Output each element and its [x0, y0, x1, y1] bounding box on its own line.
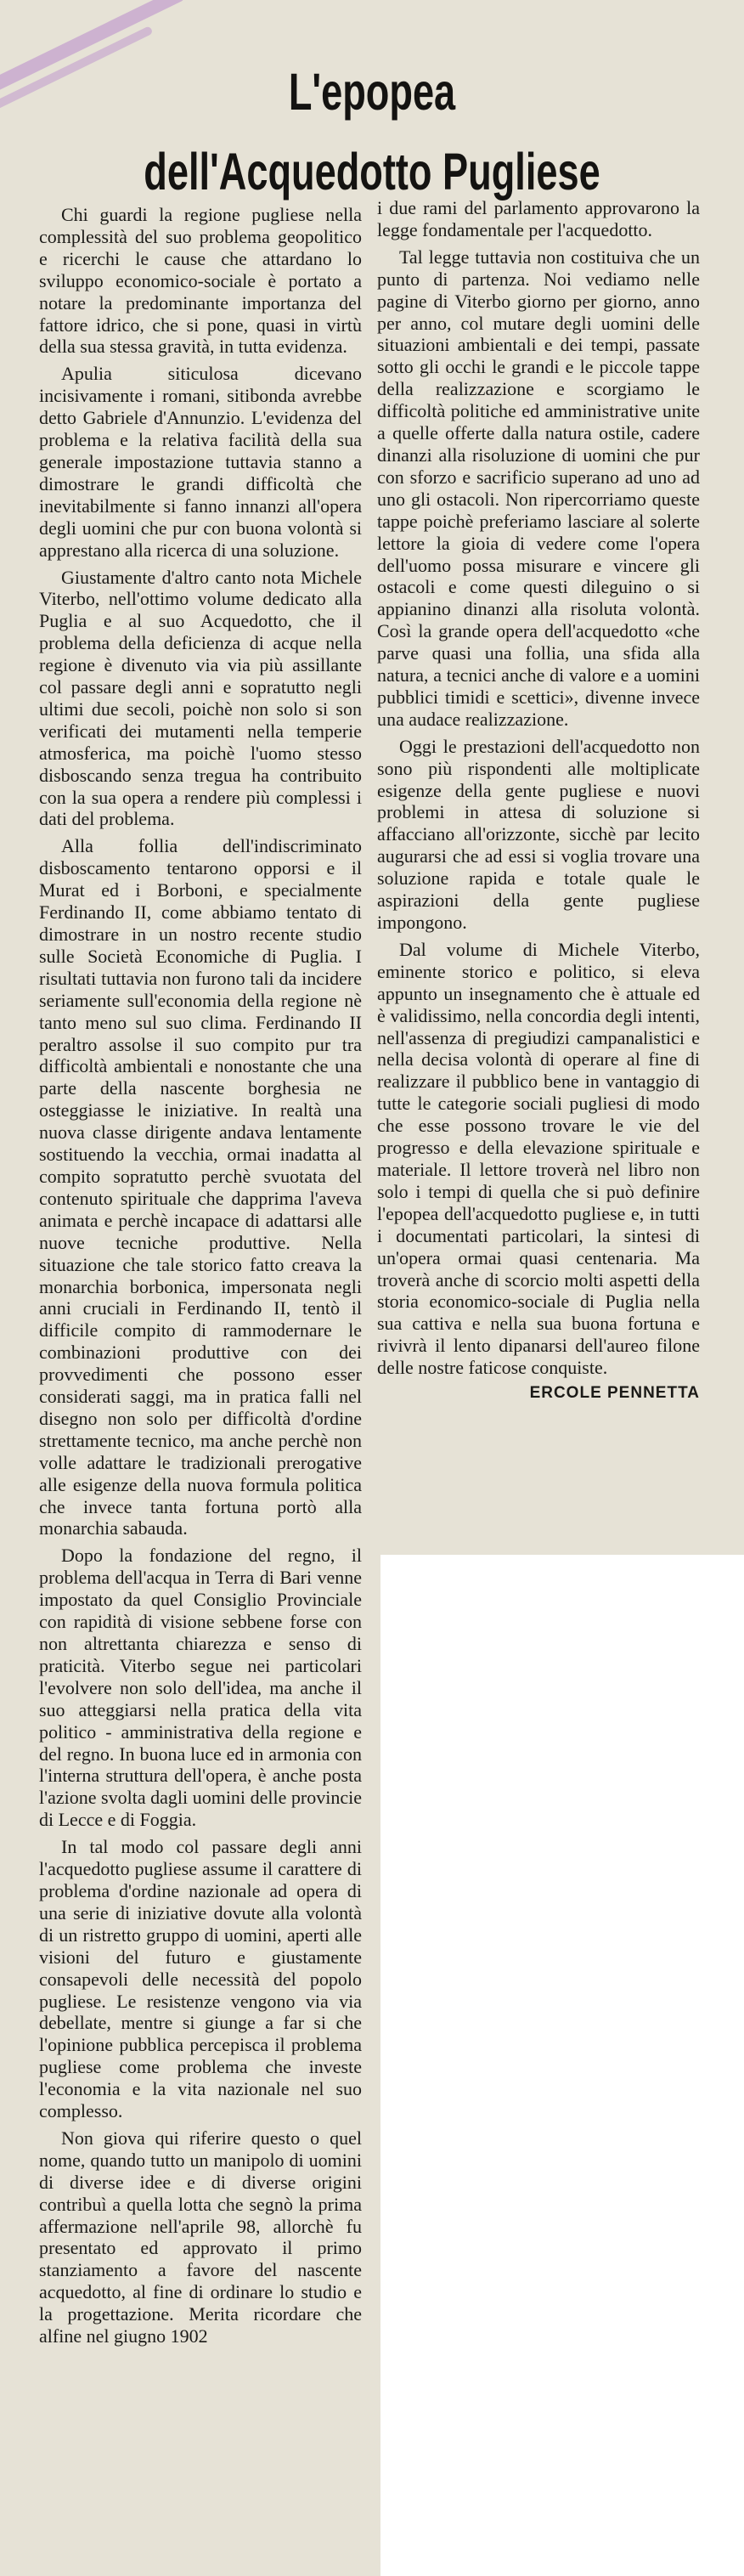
paragraph: In tal modo col passare degli anni l'acquedotto pugliese assume il carattere di problema d'ordine nazionale ad opera di una serie di iniziative dovute alla volontà di un ristretto gruppo di uomini, aperti alle visioni del futuro e giustamente consapevoli delle necessità del popolo pugliese. Le resistenze vengono via via debellate, mentre si giunge a far si che l'opinione pubblica percepisca il problema pugliese come problema che investe l'economia e la vita nazionale nel suo complesso.: [39, 1836, 362, 2122]
headline-line-2: dell'Acquedotto Pugliese: [144, 142, 600, 201]
paragraph: Oggi le prestazioni dell'acquedotto non sono più rispondenti alle moltiplicate esigenze della gente pugliese e nuovi problemi in attesa di soluzione si affacciano all'orizzonte, sicchè par lecito augurarsi che ad essi si voglia trovare una soluzione rapida e totale quale le aspirazioni della gente pugliese impongono.: [377, 735, 700, 933]
article-headline: [97, 52, 647, 212]
paragraph: Chi guardi la regione pugliese nella complessità del suo problema geopolitico e ricerchi le cause che attardano lo sviluppo economico-sociale è portato a notare la predominante importanza del fattore idrico, che si pone, quasi in virtù della sua stessa gravità, in tutta evidenza.: [39, 204, 362, 358]
headline-line-1: L'epopea: [288, 62, 456, 121]
paragraph: Apulia siticulosa dicevano incisivamente i romani, sitibonda avrebbe detto Gabriele d'Annunzio. L'evidenza del problema e la relativa facilità della sua generale impostazione tuttavia stanno a dimostrare le grandi difficoltà che inevitabilmente si fanno innanzi all'opera degli uomini che pur con buona volontà si apprestano alla ricerca di una soluzione.: [39, 363, 362, 561]
article-column-right: [377, 197, 700, 1404]
paragraph: Giustamente d'altro canto nota Michele Viterbo, nell'ottimo volume dedicato alla Puglia e al suo Acquedotto, che il problema della deficienza di acque nella regione è divenuto via via più assillante col passare degli anni e sopratutto negli ultimi due secoli, poichè non solo si son verificati dei mutamenti nella temperie atmosferica, ma poichè l'uomo stesso disboscando senza tregua ha contribuito con la sua opera a rendere più complessi i dati del problema.: [39, 566, 362, 830]
paragraph: Non giova qui riferire questo o quel nome, quando tutto un manipolo di uomini di diverse idee e di diverse origini contribuì a quella lotta che segnò la prima affermazione nell'aprile 98, allorchè fu presentato ed approvato il primo stanziamento a favore del nascente acquedotto, al fine di ordinare lo studio e la progettazione. Merita ricordare che alfine nel giugno 1902: [39, 2127, 362, 2347]
article-column-left: [39, 204, 362, 2347]
author-signature: ERCOLE PENNETTA: [529, 1384, 700, 1403]
paragraph: i due rami del parlamento approvarono la legge fondamentale per l'acquedotto.: [377, 197, 700, 240]
paragraph: Tal legge tuttavia non costituiva che un punto di partenza. Noi vediamo nelle pagine di Viterbo giorno per giorno, anno per anno, col mutare degli uomini delle situazioni ambientali e dei tempi, passate sotto gli occhi le grandi e le piccole tappe della realizzazione e scorgiamo le difficoltà politiche ed amministrative unite a quelle offerte dalla natura ostile, cadere dinanzi alla risoluzione di uomini che pur con sforzo e sacrificio superano ad uno ad uno gli ostacoli. Non ripercorriamo queste tappe poichè preferiamo lasciare al solerte lettore la gioia di vedere come l'opera dell'uomo possa misurare e vincere gli ostacoli e come questi dileguino o si appianino dinanzi alla risoluta volontà. Così la grande opera dell'acquedotto «che parve quasi una follia, una sfida alla natura, a tecnici anche di valore e a uomini pubblici timidi e scettici», divenne invece una audace realizzazione.: [377, 246, 700, 730]
paragraph: Dopo la fondazione del regno, il problema dell'acqua in Terra di Bari venne impostato da quel Consiglio Provinciale con rapidità di visione sebbene forse con non altrettanta chiarezza e senso di praticità. Viterbo segue nei particolari l'evolvere non solo dell'idea, ma anche il suo atteggiarsi nella pratica della vita politico - amministrativa della regione e del regno. In buona luce ed in armonia con l'interna struttura dell'opera, è anche posta l'azione svolta dagli uomini delle provincie di Lecce e di Foggia.: [39, 1545, 362, 1831]
paragraph: Dal volume di Michele Viterbo, eminente storico e politico, si eleva appunto un insegnamento che è attuale ed è validissimo, nella concordia degli intenti, nell'assenza di pregiudizi campanalistici e nella decisa volontà di operare al fine di realizzare il pubblico bene in vantaggio di tutte le categorie sociali pugliesi di modo che esse possono trovare le vie del progresso e della elevazione spirituale e materiale. Il lettore troverà nel libro non solo i tempi di quella che si può definire l'epopea dell'acquedotto pugliese e, in tutti i documentati particolari, la sintesi di un'opera ormai quasi centenaria. Ma troverà anche di scorcio molti aspetti della storia economico-sociale di Puglia nella sua cattiva e nella sua buona fortuna e rivivrà il lento dipanarsi dell'aureo filone delle nostre faticose conquiste.: [377, 938, 700, 1379]
paragraph: Alla follia dell'indiscriminato disboscamento tentarono opporsi e il Murat ed i Borboni, e specialmente Ferdinando II, come abbiamo tentato di dimostrare in un nostro recente studio sulle Società Economiche di Puglia. I risultati tuttavia non furono tali da incidere seriamente sull'economia della regione nè tanto meno sul suo clima. Ferdinando II peraltro assolse il suo compito pur tra difficoltà ambientali e nonostante che una parte della nascente borghesia ne osteggiasse le iniziative. In realtà una nuova classe dirigente andava lentamente sostituendo la vecchia, ormai inadatta al compito sopratutto perchè svuotata del contenuto spirituale che dapprima l'aveva animata e perchè incapace di adattarsi alle nuove tecniche produttive. Nella situazione che tale storico fatto creava la monarchia borbonica, impersonata negli anni cruciali in Ferdinando II, tentò il difficile compito di rammodernare le combinazioni produttive con dei provvedimenti che possono esser considerati saggi, ma in pratica falli nel disegno non solo per difficoltà d'ordine strettamente tecnico, ma anche perchè non volle adattare le tradizionali prerogative alle esigenze della nuova formula politica che invece tanta fortuna portò alla monarchia sabauda.: [39, 835, 362, 1539]
